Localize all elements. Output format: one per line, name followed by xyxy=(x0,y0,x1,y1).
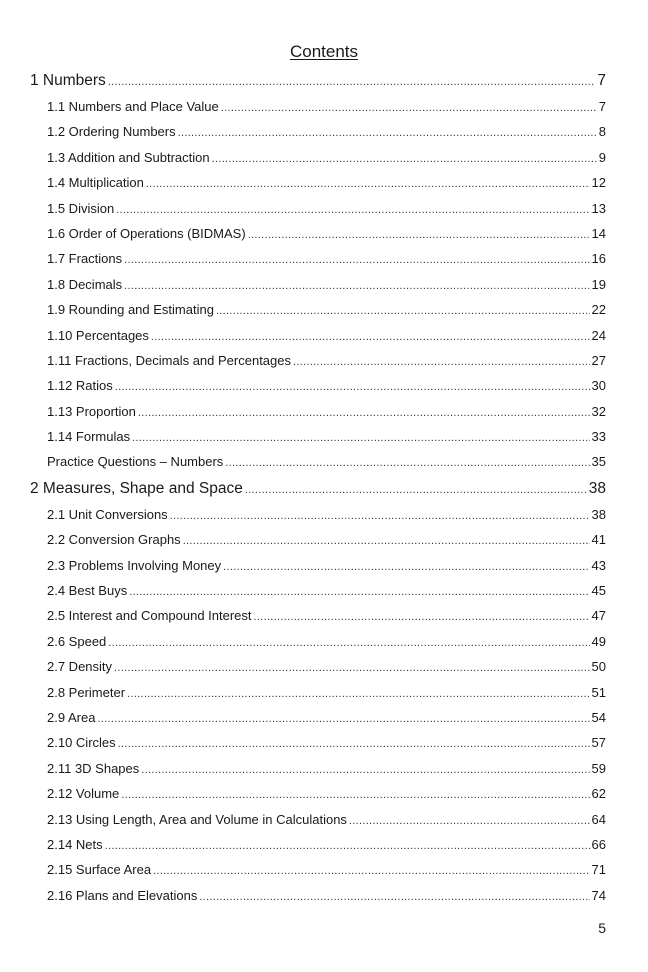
toc-entry-title: 1.7 Fractions xyxy=(47,251,123,267)
dot-leader xyxy=(223,561,589,573)
toc-entry-page: 38 xyxy=(588,479,606,497)
toc-entry-page: 47 xyxy=(591,608,606,624)
toc-entry-page: 51 xyxy=(591,684,606,700)
toc-entry-title: 2.12 Volume xyxy=(47,786,120,802)
toc-entry-title: 2.10 Circles xyxy=(47,735,116,751)
toc-entry-title: Practice Questions – Numbers xyxy=(47,454,224,470)
toc-entry-title: 2.1 Unit Conversions xyxy=(47,506,168,522)
toc-entry-title: 2.14 Nets xyxy=(47,836,103,852)
dot-leader xyxy=(124,280,589,292)
toc-entry[interactable] xyxy=(30,862,606,887)
toc-entry-title: 1.11 Fractions, Decimals and Percentages xyxy=(47,352,291,368)
toc-entry[interactable] xyxy=(30,735,606,760)
dot-leader xyxy=(153,865,589,877)
dot-leader xyxy=(151,331,590,343)
toc-entry[interactable] xyxy=(30,634,606,659)
toc-entry[interactable] xyxy=(30,99,606,124)
toc-entry-title: 2.16 Plans and Elevations xyxy=(47,887,198,903)
toc-entry-title: 1.6 Order of Operations (BIDMAS) xyxy=(47,225,246,241)
dot-leader xyxy=(121,789,589,801)
toc-entry-page: 57 xyxy=(591,735,606,751)
toc-entry-title: 1 Numbers xyxy=(30,72,106,89)
dot-leader xyxy=(199,891,589,903)
toc-entry-title: 2.4 Best Buys xyxy=(47,583,128,599)
toc-entry[interactable] xyxy=(30,558,606,583)
toc-entry-page: 8 xyxy=(598,124,606,140)
dot-leader xyxy=(141,764,589,776)
toc-entry[interactable] xyxy=(30,761,606,786)
toc-entry-page: 13 xyxy=(591,200,606,216)
dot-leader xyxy=(216,305,590,317)
toc-entry-title: 2 Measures, Shape and Space xyxy=(30,479,243,497)
toc-entry-page: 45 xyxy=(591,583,606,599)
toc-entry-title: 2.8 Perimeter xyxy=(47,684,126,700)
toc-entry-page: 41 xyxy=(591,532,606,548)
dot-leader xyxy=(114,662,589,674)
toc-entry[interactable] xyxy=(30,201,606,226)
toc-entry-page: 66 xyxy=(591,836,606,852)
toc-entry-page: 38 xyxy=(591,506,606,522)
toc-entry-page: 74 xyxy=(591,887,606,903)
toc-entry[interactable] xyxy=(30,685,606,710)
toc-entry[interactable] xyxy=(30,404,606,429)
toc-entry[interactable] xyxy=(30,124,606,149)
toc-entry-page: 50 xyxy=(591,659,606,675)
toc-entry-page: 24 xyxy=(591,327,606,343)
dot-leader xyxy=(118,738,590,750)
toc-entry-page: 62 xyxy=(591,786,606,802)
toc-entry[interactable] xyxy=(30,532,606,557)
toc-entry[interactable] xyxy=(30,175,606,200)
toc-entry-title: 1.14 Formulas xyxy=(47,429,131,445)
dot-leader xyxy=(245,484,587,496)
toc-entry-title: 2.5 Interest and Compound Interest xyxy=(47,608,252,624)
toc-entry-page: 16 xyxy=(591,251,606,267)
table-of-contents xyxy=(30,72,606,913)
toc-entry[interactable] xyxy=(30,454,606,479)
toc-entry-page: 27 xyxy=(591,352,606,368)
dot-leader xyxy=(105,840,590,852)
toc-chapter-entry[interactable] xyxy=(30,72,606,99)
toc-entry[interactable] xyxy=(30,608,606,633)
dot-leader xyxy=(116,204,589,216)
toc-entry-page: 43 xyxy=(591,557,606,573)
dot-leader xyxy=(132,432,589,444)
toc-entry-title: 1.12 Ratios xyxy=(47,378,113,394)
toc-entry-title: 1.13 Proportion xyxy=(47,403,136,419)
toc-entry[interactable] xyxy=(30,302,606,327)
toc-entry[interactable] xyxy=(30,429,606,454)
toc-entry-title: 2.9 Area xyxy=(47,709,96,725)
toc-entry-title: 1.4 Multiplication xyxy=(47,175,144,191)
dot-leader xyxy=(138,407,590,419)
dot-leader xyxy=(254,611,590,623)
toc-entry[interactable] xyxy=(30,353,606,378)
toc-entry-page: 9 xyxy=(598,149,606,165)
dot-leader xyxy=(124,254,589,266)
toc-entry[interactable] xyxy=(30,659,606,684)
toc-entry-page: 59 xyxy=(591,760,606,776)
toc-entry-title: 1.5 Division xyxy=(47,200,115,216)
toc-entry-title: 2.6 Speed xyxy=(47,633,107,649)
dot-leader xyxy=(178,127,597,139)
dot-leader xyxy=(183,535,590,547)
dot-leader xyxy=(248,229,590,241)
dot-leader xyxy=(129,586,589,598)
toc-entry-page: 33 xyxy=(591,429,606,445)
toc-entry-page: 30 xyxy=(591,378,606,394)
toc-chapter-entry[interactable] xyxy=(30,480,606,507)
toc-entry-title: 2.15 Surface Area xyxy=(47,862,152,878)
dot-leader xyxy=(146,178,590,190)
toc-entry-title: 2.11 3D Shapes xyxy=(47,760,140,776)
toc-entry[interactable] xyxy=(30,150,606,175)
toc-entry-page: 71 xyxy=(591,862,606,878)
toc-entry-title: 2.3 Problems Involving Money xyxy=(47,557,222,573)
dot-leader xyxy=(293,356,590,368)
toc-entry-title: 2.2 Conversion Graphs xyxy=(47,532,181,548)
toc-entry-title: 1.3 Addition and Subtraction xyxy=(47,149,210,165)
toc-entry-page: 19 xyxy=(591,276,606,292)
toc-entry[interactable] xyxy=(30,786,606,811)
toc-entry-title: 2.13 Using Length, Area and Volume in Calculations xyxy=(47,811,347,827)
toc-entry-page: 64 xyxy=(591,811,606,827)
toc-entry-page: 22 xyxy=(591,302,606,318)
toc-entry-page: 7 xyxy=(597,72,606,89)
dot-leader xyxy=(127,688,589,700)
toc-entry[interactable] xyxy=(30,812,606,837)
dot-leader xyxy=(115,381,590,393)
toc-entry[interactable] xyxy=(30,507,606,532)
toc-entry[interactable] xyxy=(30,226,606,251)
toc-entry[interactable] xyxy=(30,888,606,913)
dot-leader xyxy=(97,713,589,725)
toc-entry[interactable] xyxy=(30,251,606,276)
toc-entry[interactable] xyxy=(30,378,606,403)
toc-entry-page: 35 xyxy=(591,454,606,470)
toc-entry[interactable] xyxy=(30,837,606,862)
dot-leader xyxy=(349,815,590,827)
toc-entry-title: 1.1 Numbers and Place Value xyxy=(47,99,219,114)
toc-entry-page: 32 xyxy=(591,403,606,419)
dot-leader xyxy=(170,510,590,522)
toc-entry[interactable] xyxy=(30,583,606,608)
toc-entry-title: 2.7 Density xyxy=(47,659,113,675)
toc-entry-title: 1.10 Percentages xyxy=(47,327,149,343)
dot-leader xyxy=(221,102,597,114)
toc-entry-page: 12 xyxy=(591,175,606,191)
page-number: 5 xyxy=(598,920,606,936)
toc-entry-title: 1.8 Decimals xyxy=(47,276,123,292)
toc-entry-page: 7 xyxy=(598,99,606,114)
toc-entry-title: 1.9 Rounding and Estimating xyxy=(47,302,214,318)
dot-leader xyxy=(225,457,589,469)
toc-entry[interactable] xyxy=(30,710,606,735)
toc-entry[interactable] xyxy=(30,328,606,353)
dot-leader xyxy=(108,637,589,649)
dot-leader xyxy=(108,76,596,88)
dot-leader xyxy=(212,153,597,165)
toc-entry-page: 54 xyxy=(591,709,606,725)
contents-heading: Contents xyxy=(289,42,359,61)
toc-entry-title: 1.2 Ordering Numbers xyxy=(47,124,176,140)
toc-entry[interactable] xyxy=(30,277,606,302)
toc-entry-page: 49 xyxy=(591,633,606,649)
toc-entry-page: 14 xyxy=(591,225,606,241)
